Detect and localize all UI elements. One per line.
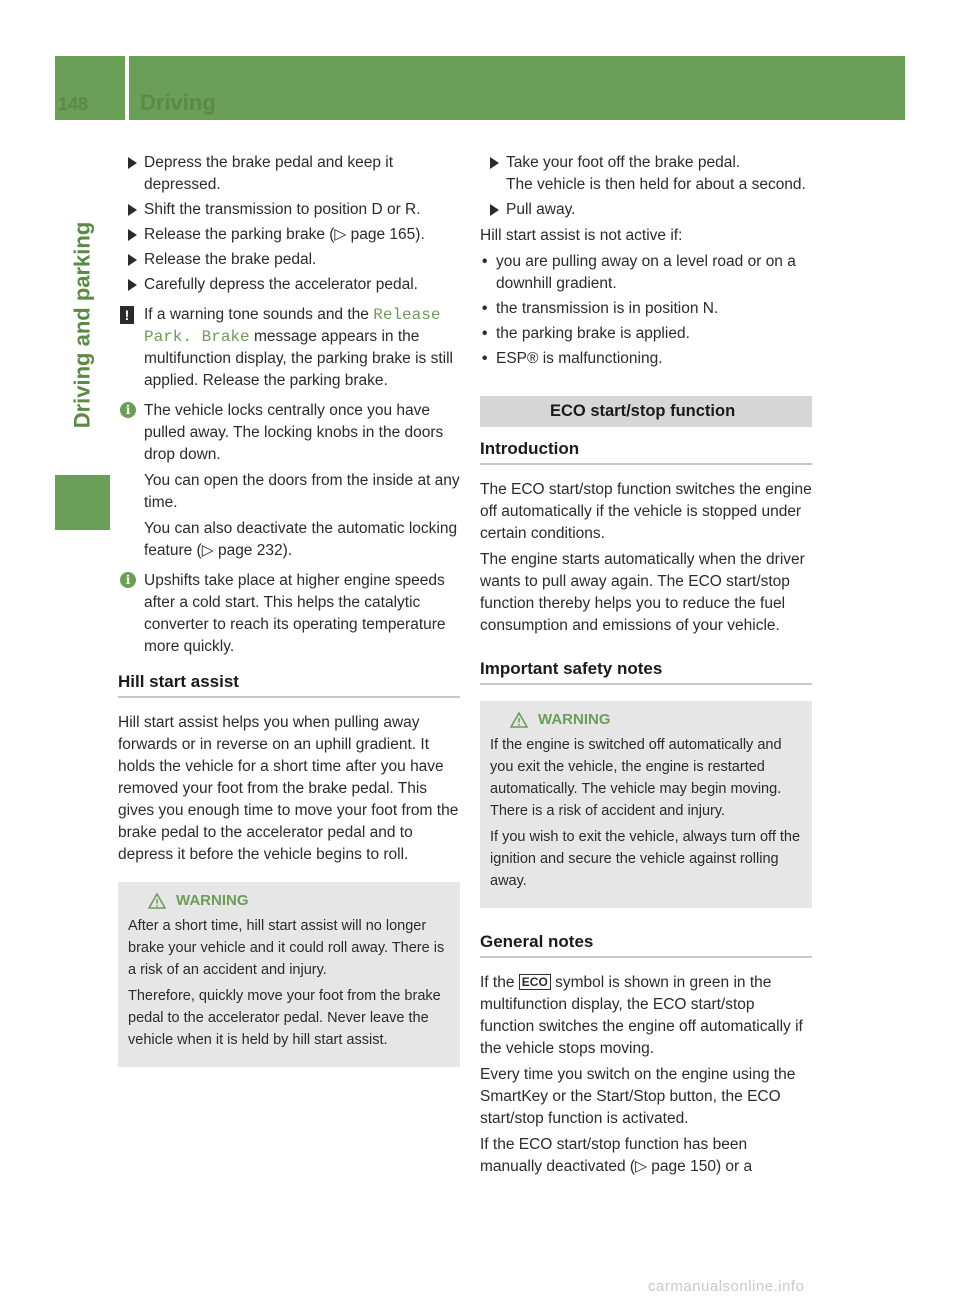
right-column <box>480 152 812 1178</box>
section-band-eco: ECO start/stop function <box>480 396 812 427</box>
heading-introduction: Introduction <box>480 439 812 465</box>
step-item: Release the brake pedal. <box>118 249 460 271</box>
step-item: Take your foot off the brake pedal. The vehicle is then held for about a second. <box>480 152 812 196</box>
warning-box: WARNING If the engine is switched off automatically and you exit the vehicle, the engine is restarted automatically. The vehicle may begin moving. There is a risk of accident and injury. If you wish to exit the vehicle, always turn off the ignition and secure the vehicle against rolling away. <box>480 701 812 908</box>
arrow-icon <box>128 229 137 241</box>
heading-general-notes: General notes <box>480 932 812 958</box>
arrow-icon <box>490 204 499 216</box>
arrow-icon <box>490 157 499 169</box>
eco-symbol-icon: ECO <box>519 974 551 990</box>
info-note: i Upshifts take place at higher engine speeds after a cold start. This helps the catalytic converter to reach its operating temperature more quickly. <box>118 570 460 658</box>
intro-paragraph: The engine starts automatically when the driver wants to pull away again. The ECO start/stop function thereby helps you to reduce the fuel consumption and emissions of your vehicle. <box>480 551 805 634</box>
step-item: Depress the brake pedal and keep it depressed. <box>118 152 460 196</box>
step-item: Shift the transmission to position D or R. <box>118 199 460 221</box>
general-paragraph: Every time you switch on the engine using the SmartKey or the Start/Stop button, the ECO start/stop function is activated. <box>480 1066 796 1127</box>
side-tab-marker <box>55 475 110 530</box>
info-icon: i <box>120 402 136 418</box>
arrow-icon <box>128 279 137 291</box>
section-title: Driving <box>140 90 216 115</box>
not-active-intro: Hill start assist is not active if: <box>480 227 683 244</box>
step-item: Release the parking brake (▷ page 165). <box>118 224 460 246</box>
warning-label: WARNING <box>538 711 611 728</box>
warning-triangle-icon <box>148 893 166 909</box>
list-item: • you are pulling away on a level road or on a downhill gradient. <box>482 253 796 292</box>
arrow-icon <box>128 204 137 216</box>
list-item: • the transmission is in position N. <box>482 300 719 317</box>
warning-box: WARNING After a short time, hill start assist will no longer brake your vehicle and it could roll away. There is a risk of an accident and injury. Therefore, quickly move your foot from the brake pedal to the accelerator pedal. Never leave the vehicle when it is held by hill start assist. <box>118 882 460 1067</box>
general-paragraph: If the ECO symbol is shown in green in the multifunction display, the ECO start/stop function switches the engine off automatically if the vehicle stops moving. <box>480 974 803 1057</box>
watermark: carmanualsonline.info <box>648 1278 805 1295</box>
info-icon: i <box>120 572 136 588</box>
header-bar <box>129 56 905 120</box>
general-paragraph: If the ECO start/stop function has been manually deactivated (▷ page 150) or a <box>480 1136 753 1175</box>
step-item: Carefully depress the accelerator pedal. <box>118 274 460 296</box>
side-tab-label: Driving and parking <box>69 221 95 429</box>
warning-triangle-icon <box>510 712 528 728</box>
arrow-icon <box>128 157 137 169</box>
hill-start-body: Hill start assist helps you when pulling away forwards or in reverse on an uphill gradient. It holds the vehicle for a short time after you have removed your foot from the brake pedal. This gives you enough time to move your foot from the brake pedal to the accelerator pedal and to depress it before the vehicle begins to roll. <box>118 714 459 863</box>
page-number: 148 <box>58 94 89 114</box>
left-column <box>118 152 460 1067</box>
display-message: Release Park. Brake <box>144 306 441 346</box>
arrow-icon <box>128 254 137 266</box>
intro-paragraph: The ECO start/stop function switches the engine off automatically if the vehicle is stopped under certain conditions. <box>480 481 812 542</box>
heading-safety-notes: Important safety notes <box>480 659 812 685</box>
side-tab <box>55 120 110 530</box>
caution-note: ! If a warning tone sounds and the Release Park. Brake message appears in the multifunction display, the parking brake is still applied. Release the parking brake. <box>118 304 460 392</box>
list-item: • ESP® is malfunctioning. <box>482 350 663 367</box>
exclamation-icon: ! <box>120 306 134 324</box>
step-item: Pull away. <box>480 199 812 221</box>
heading-hill-start-assist: Hill start assist <box>118 672 460 698</box>
warning-label: WARNING <box>176 892 249 909</box>
list-item: • the parking brake is applied. <box>482 325 690 342</box>
info-note: i The vehicle locks centrally once you have pulled away. The locking knobs in the doors drop down. You can open the doors from the inside at any time. You can also deactivate the automatic locking feature (▷ page 232). <box>118 400 460 562</box>
